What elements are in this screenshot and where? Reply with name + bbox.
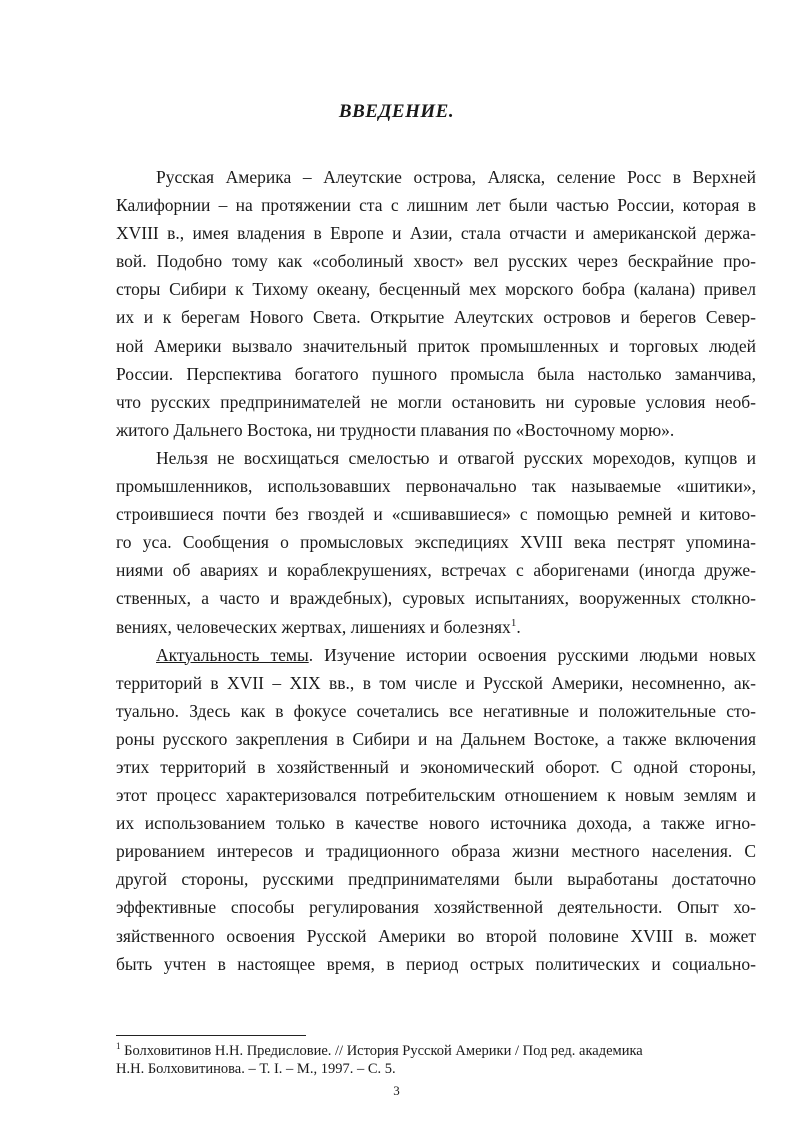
paragraph-2-line: го уса. Сообщения о промысловых экспедициях XVIII века пестрят упомина- (116, 532, 756, 553)
paragraph-3-line: другой стороны, русскими предпринимателями были выработаны достаточно (116, 869, 756, 890)
paragraph-2-line: Нельзя не восхищаться смелостью и отвагой русских мореходов, купцов и (156, 447, 756, 468)
paragraph-3-line: территорий в XVII – XIX вв., в том числе и Русской Америки, несомненно, ак- (116, 672, 756, 693)
body-text (116, 163, 756, 978)
paragraph-3-line: этот процесс характеризовался потребительским отношением к новым землям и (116, 785, 756, 806)
paragraph-3-line: роны русского закрепления в Сибири и на Дальнем Востоке, а также включения (116, 728, 756, 749)
section-heading-relevance: Актуальность темы (156, 644, 309, 665)
footnote-reference: 1 (510, 616, 517, 629)
paragraph-1-line: Калифорнии – на протяжении ста с лишним лет были частью России, которая в (116, 195, 756, 216)
footnote-divider (116, 1035, 306, 1036)
paragraph-3-line: их использованием только в качестве нового источника дохода, а также игно- (116, 813, 756, 834)
paragraph-3-line: рированием интересов и традиционного образа жизни местного населения. С (116, 841, 756, 862)
paragraph-3-line: зяйственного освоения Русской Америки во второй половине XVIII в. может (116, 925, 756, 946)
paragraph-1-line: России. Перспектива богатого пушного промысла была настолько заманчива, (116, 363, 756, 384)
footnote (116, 1042, 756, 1078)
paragraph-1-line: что русских предпринимателей не могли остановить ни суровые условия необ- (116, 391, 756, 412)
paragraph-1-line: XVIII в., имея владения в Европе и Азии, стала отчасти и американской держа- (116, 223, 756, 244)
paragraph-3-line: эффективные способы регулирования хозяйственной деятельности. Опыт хо- (116, 897, 756, 918)
page-title: ВВЕДЕНИЕ. (338, 101, 455, 122)
paragraph-2-line-text: вениях, человеческих жертвах, лишениях и болезнях (116, 616, 511, 637)
footnote-line-1 (116, 1042, 756, 1060)
page-number: 3 (393, 1083, 400, 1098)
paragraph-1-line: сторы Сибири к Тихому океану, бесценный мех морского бобра (калана) привел (116, 279, 756, 300)
paragraph-3-first-line (116, 641, 756, 669)
footnote-text-2: Н.Н. Болховитинова. – Т. I. – М., 1997. – С. 5. (116, 1061, 396, 1077)
paragraph-1-line: их и к берегам Нового Света. Открытие Алеутских островов и берегов Север- (116, 307, 756, 328)
paragraph-1-line: ной Америки вызвало значительный приток промышленных и торговых людей (116, 335, 756, 356)
paragraph-2-line: ственных, а часто и враждебных), суровых испытаниях, вооруженных столкно- (116, 588, 756, 609)
paragraph-2-line: промышленников, использовавших первоначально так называемые «шитики», (116, 476, 756, 497)
paragraph-1-line: житого Дальнего Востока, ни трудности плавания по «Восточному морю». (116, 419, 675, 440)
paragraph-3-line-text: . Изучение истории освоения русскими людьми новых (308, 644, 756, 665)
paragraph-2-line: строившиеся почти без гвоздей и «сшивавшиеся» с помощью ремней и китово- (116, 504, 756, 525)
paragraph-2-last-line: вениях, человеческих жертвах, лишениях и болезнях$^1$. (116, 616, 521, 637)
paragraph-3-line: быть учтен в настоящее время, в период острых политических и социально- (116, 953, 756, 974)
paragraph-2-line: ниями об авариях и кораблекрушениях, встречах с аборигенами (иногда друже- (116, 560, 756, 581)
paragraph-1-line: Русская Америка – Алеутские острова, Аляска, селение Росс в Верхней (156, 167, 756, 187)
paragraph-3-line: этих территорий в хозяйственный и экономический оборот. С одной стороны, (116, 756, 756, 777)
paragraph-3-line: туально. Здесь как в фокусе сочетались все негативные и положительные сто- (116, 700, 756, 721)
footnote-marker: 1 (116, 1041, 121, 1052)
footnote-text-1: Болховитинов Н.Н. Предисловие. // История Русской Америки / Под ред. академика (120, 1043, 643, 1059)
paragraph-1-line: вой. Подобно тому как «соболиный хвост» вел русских через бескрайние про- (116, 251, 756, 272)
